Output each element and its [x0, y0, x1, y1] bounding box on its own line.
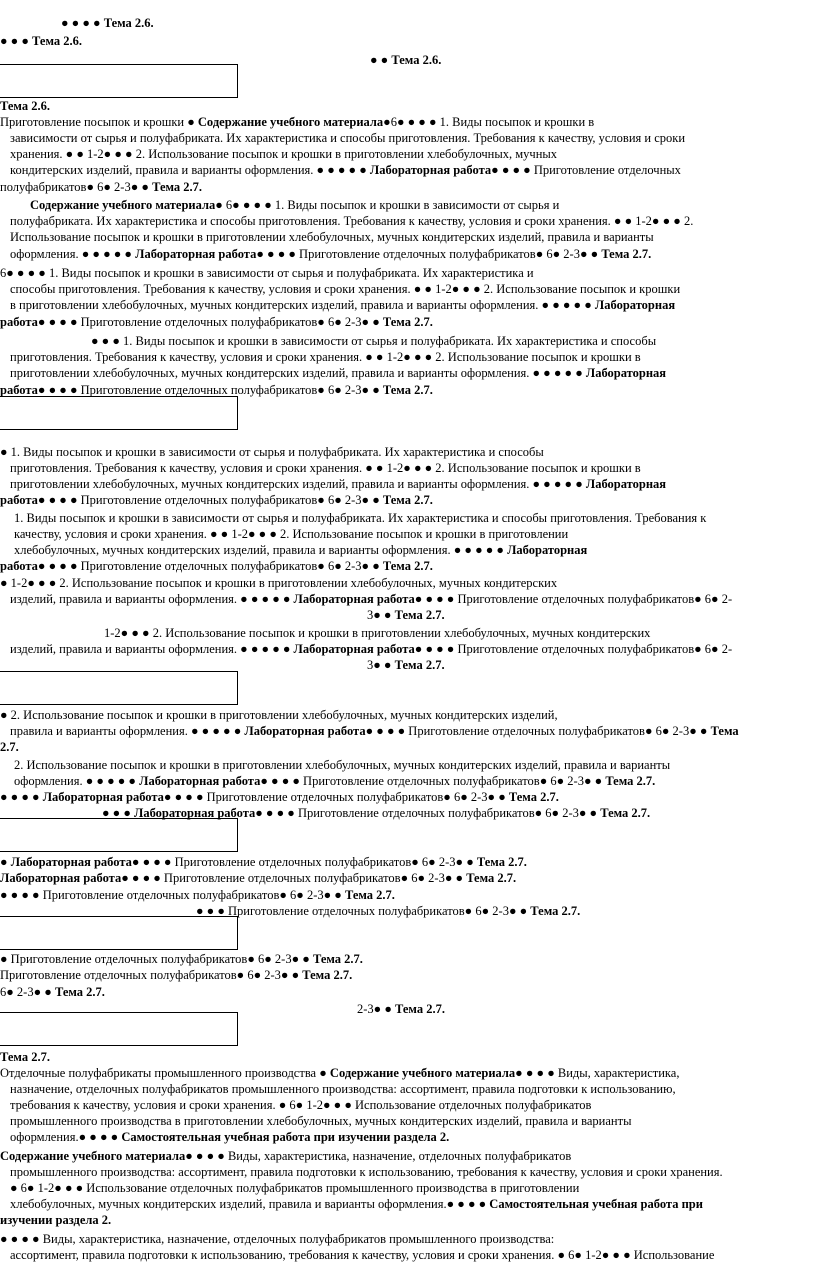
text-line: 1-2● ● ● 2. Использование посыпок и крошки в приготовлении хлебобулочных, мучных кондитерских [104, 626, 651, 640]
text-line: приготовления. Требования к качеству, условия и сроки хранения. ● ● 1-2● ● ● 2. Использование посыпок и крошки в [10, 461, 641, 475]
text-line: кондитерских изделий, правила и варианты оформления. ● ● ● ● ● Лабораторная работа● ● ● ● Приготовление отделочных [10, 163, 681, 177]
text-line: в приготовлении хлебобулочных, мучных кондитерских изделий, правила и варианты оформления. ● ● ● ● ● Лабораторная [10, 298, 676, 312]
empty-frame [0, 916, 238, 950]
text-line: Тема 2.7. [0, 1050, 50, 1064]
text-line: способы приготовления. Требования к качеству, условия и сроки хранения. ● ● 1-2● ● ● 2. Использование посыпок и крошки [10, 282, 681, 296]
text-line: оформления. ● ● ● ● ● Лабораторная работа● ● ● ● Приготовление отделочных полуфабрикатов● 6● 2-3● ● Тема 2.7. [10, 247, 652, 261]
text-line: ● ● ● ● Приготовление отделочных полуфабрикатов● 6● 2-3● ● Тема 2.7. [0, 888, 395, 902]
text-line: 2.7. [0, 740, 19, 754]
text-line: Содержание учебного материала● ● ● ● Виды, характеристика, назначение, отделочных полуфабрикатов [0, 1149, 572, 1163]
text-line: Лабораторная работа● ● ● ● Приготовление отделочных полуфабрикатов● 6● 2-3● ● Тема 2.7. [0, 871, 517, 885]
text-line: ● Лабораторная работа● ● ● ● Приготовление отделочных полуфабрикатов● 6● 2-3● ● Тема 2.7. [0, 855, 527, 869]
text-line: ● 6● 1-2● ● ● Использование отделочных полуфабрикатов промышленного производства в приготовлении [10, 1181, 580, 1195]
text-line: Содержание учебного материала● 6● ● ● ● 1. Виды посыпок и крошки в зависимости от сырья и [30, 198, 560, 212]
empty-frame [0, 396, 238, 430]
text-line: промышленного производства в приготовлении хлебобулочных, мучных кондитерских изделий, правила и варианты [10, 1114, 632, 1128]
text-line: 6● 2-3● ● Тема 2.7. [0, 985, 105, 999]
text-line: правила и варианты оформления. ● ● ● ● ● Лабораторная работа● ● ● ● Приготовление отделочных полуфабрикатов● 6● 2-3● ● Тема [10, 724, 739, 738]
text-line: Отделочные полуфабрикаты промышленного производства ● Содержание учебного материала● ● ● ● Виды, характеристика, [0, 1066, 680, 1080]
text-line: Приготовление отделочных полуфабрикатов● 6● 2-3● ● Тема 2.7. [0, 968, 353, 982]
text-line: Тема 2.6. [0, 99, 50, 113]
text-line: работа● ● ● ● Приготовление отделочных полуфабрикатов● 6● 2-3● ● Тема 2.7. [0, 383, 433, 397]
text-line: ● ● ● Лабораторная работа● ● ● ● Приготовление отделочных полуфабрикатов● 6● 2-3● ● Тема 2.7. [102, 806, 651, 820]
text-line: Приготовление посыпок и крошки ● Содержание учебного материала●6● ● ● ● 1. Виды посыпок и крошки в [0, 115, 595, 129]
text-line: ● ● ● ● Тема 2.6. [61, 16, 154, 30]
text-line: 6● ● ● ● 1. Виды посыпок и крошки в зависимости от сырья и полуфабриката. Их характеристика и [0, 266, 534, 280]
text-line: работа● ● ● ● Приготовление отделочных полуфабрикатов● 6● 2-3● ● Тема 2.7. [0, 493, 433, 507]
text-line: приготовления. Требования к качеству, условия и сроки хранения. ● ● 1-2● ● ● 2. Использование посыпок и крошки в [10, 350, 641, 364]
text-line: полуфабриката. Их характеристика и способы приготовления. Требования к качеству, условия и сроки хранения. ● ● 1-2● ● ● 2. [10, 214, 694, 228]
text-line: ● 2. Использование посыпок и крошки в приготовлении хлебобулочных, мучных кондитерских изделий, [0, 708, 558, 722]
text-line: 2. Использование посыпок и крошки в приготовлении хлебобулочных, мучных кондитерских изделий, правила и варианты [14, 758, 671, 772]
text-line: промышленного производства: ассортимент, правила подготовки к использованию, требования к качеству, условия и сроки хранения. [10, 1165, 723, 1179]
text-line: назначение, отделочных полуфабрикатов промышленного производства: ассортимент, правила подготовки к использованию, [10, 1082, 676, 1096]
text-line: хранения. ● ● 1-2● ● ● 2. Использование посыпок и крошки в приготовлении хлебобулочных, мучных [10, 147, 558, 161]
text-line: ассортимент, правила подготовки к использованию, требования к качеству, условия и сроки хранения. ● 6● 1-2● ● ● Использование [10, 1248, 715, 1262]
text-line: изделий, правила и варианты оформления. ● ● ● ● ● Лабораторная работа● ● ● ● Приготовление отделочных полуфабрикатов● 6● 2- [10, 642, 733, 656]
text-line: изделий, правила и варианты оформления. ● ● ● ● ● Лабораторная работа● ● ● ● Приготовление отделочных полуфабрикатов● 6● 2- [10, 592, 733, 606]
text-line: ● 1-2● ● ● 2. Использование посыпок и крошки в приготовлении хлебобулочных, мучных кондитерских [0, 576, 558, 590]
text-line: ● Приготовление отделочных полуфабрикатов● 6● 2-3● ● Тема 2.7. [0, 952, 363, 966]
empty-frame [0, 1012, 238, 1046]
text-line: 1. Виды посыпок и крошки в зависимости от сырья и полуфабриката. Их характеристика и способы приготовления. Требования к [14, 511, 707, 525]
text-line: полуфабрикатов● 6● 2-3● ● Тема 2.7. [0, 180, 203, 194]
text-line: зависимости от сырья и полуфабриката. Их характеристика и способы приготовления. Требования к качеству, условия и сроки [10, 131, 686, 145]
text-line: ● ● ● ● Виды, характеристика, назначение, отделочных полуфабрикатов промышленного производства: [0, 1232, 555, 1246]
text-line: ● 1. Виды посыпок и крошки в зависимости от сырья и полуфабриката. Их характеристика и способы [0, 445, 544, 459]
text-line: приготовлении хлебобулочных, мучных кондитерских изделий, правила и варианты оформления. ● ● ● ● ● Лабораторная [10, 366, 667, 380]
text-line: приготовлении хлебобулочных, мучных кондитерских изделий, правила и варианты оформления. ● ● ● ● ● Лабораторная [10, 477, 667, 491]
text-line: ● ● Тема 2.6. [370, 53, 442, 67]
text-line: ● ● ● 1. Виды посыпок и крошки в зависимости от сырья и полуфабриката. Их характеристика и способы [91, 334, 657, 348]
text-line: 3● ● Тема 2.7. [367, 608, 445, 622]
text-line: Использование посыпок и крошки в приготовлении хлебобулочных, мучных кондитерских изделий, правила и варианты [10, 230, 654, 244]
text-line: требования к качеству, условия и сроки хранения. ● 6● 1-2● ● ● Использование отделочных полуфабрикатов [10, 1098, 592, 1112]
empty-frame [0, 818, 238, 852]
text-line: хлебобулочных, мучных кондитерских изделий, правила и варианты оформления. ● ● ● ● ● Лабораторная [14, 543, 588, 557]
empty-frame [0, 671, 238, 705]
text-line: хлебобулочных, мучных кондитерских изделий, правила и варианты оформления.● ● ● ● Самостоятельная учебная работа при [10, 1197, 703, 1211]
text-line: оформления.● ● ● ● Самостоятельная учебная работа при изучении раздела 2. [10, 1130, 450, 1144]
text-line: работа● ● ● ● Приготовление отделочных полуфабрикатов● 6● 2-3● ● Тема 2.7. [0, 559, 433, 573]
text-line: ● ● ● Приготовление отделочных полуфабрикатов● 6● 2-3● ● Тема 2.7. [196, 904, 581, 918]
text-line: 3● ● Тема 2.7. [367, 658, 445, 672]
empty-frame [0, 64, 238, 98]
text-line: работа● ● ● ● Приготовление отделочных полуфабрикатов● 6● 2-3● ● Тема 2.7. [0, 315, 433, 329]
text-line: оформления. ● ● ● ● ● Лабораторная работа● ● ● ● Приготовление отделочных полуфабрикатов● 6● 2-3● ● Тема 2.7. [14, 774, 656, 788]
text-line: 2-3● ● Тема 2.7. [357, 1002, 445, 1016]
text-line: качеству, условия и сроки хранения. ● ● 1-2● ● ● 2. Использование посыпок и крошки в приготовлении [14, 527, 569, 541]
text-line: изучении раздела 2. [0, 1213, 112, 1227]
text-line: ● ● ● Тема 2.6. [0, 34, 82, 48]
text-line: ● ● ● ● Лабораторная работа● ● ● ● Приготовление отделочных полуфабрикатов● 6● 2-3● ● Тема 2.7. [0, 790, 559, 804]
